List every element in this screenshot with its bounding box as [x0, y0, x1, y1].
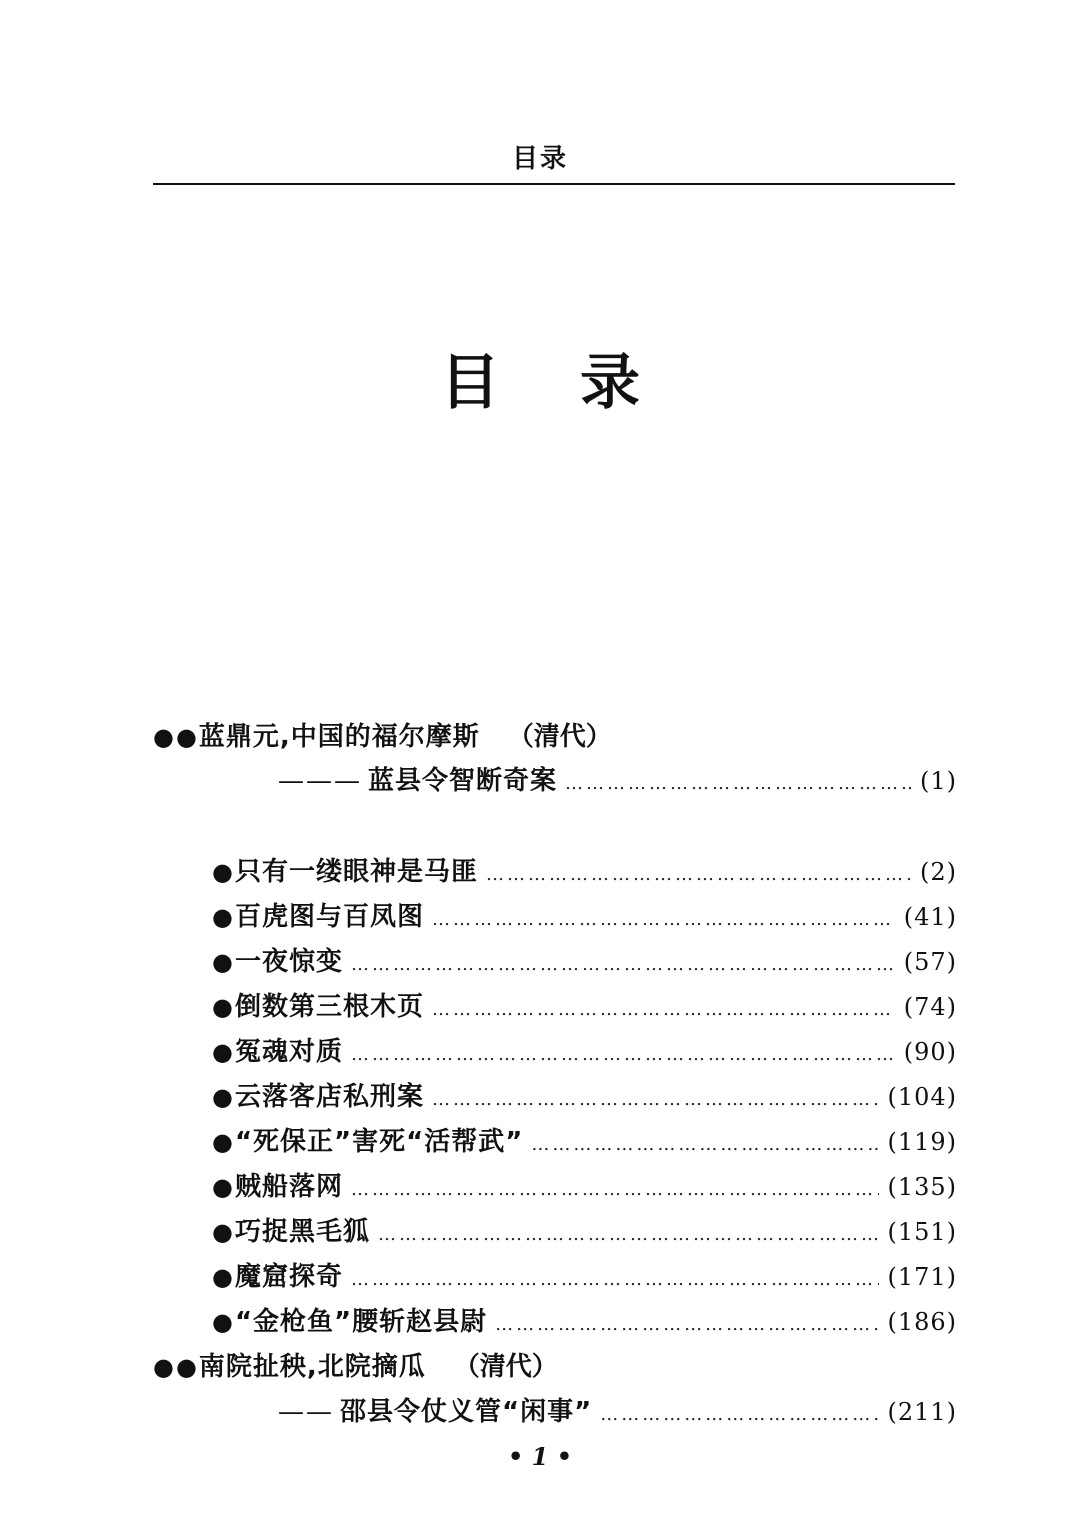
toc-entry[interactable] — [212, 986, 957, 1022]
bullet-icon: ● — [212, 858, 233, 886]
toc-entry[interactable] — [212, 941, 957, 977]
entry-title: 魔窟探奇 — [234, 1262, 343, 1292]
section-dynasty: （清代） — [453, 1352, 558, 1382]
subtitle-dash: —— — [278, 1397, 334, 1427]
section-subtitle: 邵县令仗义管“闲事” — [340, 1397, 593, 1427]
section-title: 南院扯秧,北院摘瓜 — [198, 1352, 426, 1382]
page-title-char-1: 目 — [440, 348, 500, 418]
section-title: 蓝鼎元,中国的福尔摩斯 — [198, 722, 480, 752]
bullet-icon: ● — [212, 1308, 233, 1336]
dot-leader — [351, 1044, 896, 1065]
toc-entry[interactable] — [212, 1211, 957, 1247]
page-folio: • 1 • — [507, 1442, 573, 1471]
page-number: (151) — [887, 1218, 957, 1246]
page-title-char-2: 录 — [580, 348, 640, 418]
bullet-icon: ● — [212, 1218, 233, 1246]
dot-leader — [432, 999, 896, 1020]
bullet-icon: ● — [212, 1128, 233, 1156]
page-title — [0, 335, 1080, 421]
page-number: (57) — [903, 948, 957, 976]
page-number: (186) — [887, 1308, 957, 1336]
toc-section-subtitle[interactable] — [278, 760, 957, 796]
entry-title: 巧捉黑毛狐 — [234, 1217, 370, 1247]
toc-section-heading[interactable] — [153, 1346, 955, 1382]
section-dynasty: （清代） — [507, 722, 612, 752]
page-number: (135) — [887, 1173, 957, 1201]
toc-section-heading[interactable] — [153, 716, 955, 752]
running-header: 目录 — [511, 144, 568, 174]
page-number: (2) — [920, 858, 957, 886]
toc-entry[interactable] — [212, 1121, 957, 1157]
bullet-icon: ● — [212, 993, 233, 1021]
dot-leader — [351, 954, 896, 975]
entry-title: 只有一缕眼神是马匪 — [234, 857, 478, 887]
entry-title: “死保正”害死“活帮武” — [234, 1127, 524, 1157]
entry-title: 云落客店私刑案 — [234, 1082, 424, 1112]
bullet-icon: ● — [212, 1263, 233, 1291]
page-number: (1) — [920, 767, 957, 795]
dot-leader — [351, 1269, 879, 1290]
toc-entry[interactable] — [212, 1076, 957, 1112]
bullet-icon: ● — [153, 723, 174, 751]
entry-title: “金枪鱼”腰斩赵县尉 — [234, 1307, 488, 1337]
page-number: (211) — [887, 1398, 957, 1426]
page-number: (74) — [903, 993, 957, 1021]
dot-leader — [565, 773, 912, 794]
bullet-icon: ● — [212, 1173, 233, 1201]
toc-entry[interactable] — [212, 1031, 957, 1067]
page-number: (90) — [903, 1038, 957, 1066]
toc-entry[interactable] — [212, 1301, 957, 1337]
bullet-icon: ● — [175, 1353, 197, 1381]
section-subtitle: 蓝县令智断奇案 — [368, 766, 558, 796]
subtitle-dash: ——— — [278, 766, 362, 796]
bullet-icon: ● — [153, 1353, 174, 1381]
bullet-icon: ● — [212, 1038, 233, 1066]
toc-entry[interactable] — [212, 896, 957, 932]
page-number: (119) — [887, 1128, 957, 1156]
page-number: (171) — [887, 1263, 957, 1291]
dot-leader — [495, 1314, 879, 1335]
dot-leader — [351, 1179, 879, 1200]
bullet-icon: ● — [212, 948, 233, 976]
page-number: (41) — [903, 903, 957, 931]
entry-title: 贼船落网 — [234, 1172, 343, 1202]
entry-title: 一夜惊变 — [234, 947, 343, 977]
dot-leader — [486, 864, 912, 885]
bullet-icon: ● — [175, 723, 197, 751]
bullet-icon: ● — [212, 903, 233, 931]
toc-entry[interactable] — [212, 1256, 957, 1292]
toc-entry[interactable] — [212, 851, 957, 887]
page-number: (104) — [887, 1083, 957, 1111]
toc-entry[interactable] — [212, 1166, 957, 1202]
dot-leader — [432, 1089, 879, 1110]
entry-title: 百虎图与百凤图 — [234, 902, 424, 932]
dot-leader — [432, 909, 896, 930]
header-rule — [153, 183, 955, 185]
dot-leader — [600, 1404, 879, 1425]
entry-title: 冤魂对质 — [234, 1037, 343, 1067]
toc-section-subtitle[interactable] — [278, 1391, 957, 1427]
dot-leader — [378, 1224, 879, 1245]
dot-leader — [531, 1134, 879, 1155]
bullet-icon: ● — [212, 1083, 233, 1111]
entry-title: 倒数第三根木页 — [234, 992, 424, 1022]
